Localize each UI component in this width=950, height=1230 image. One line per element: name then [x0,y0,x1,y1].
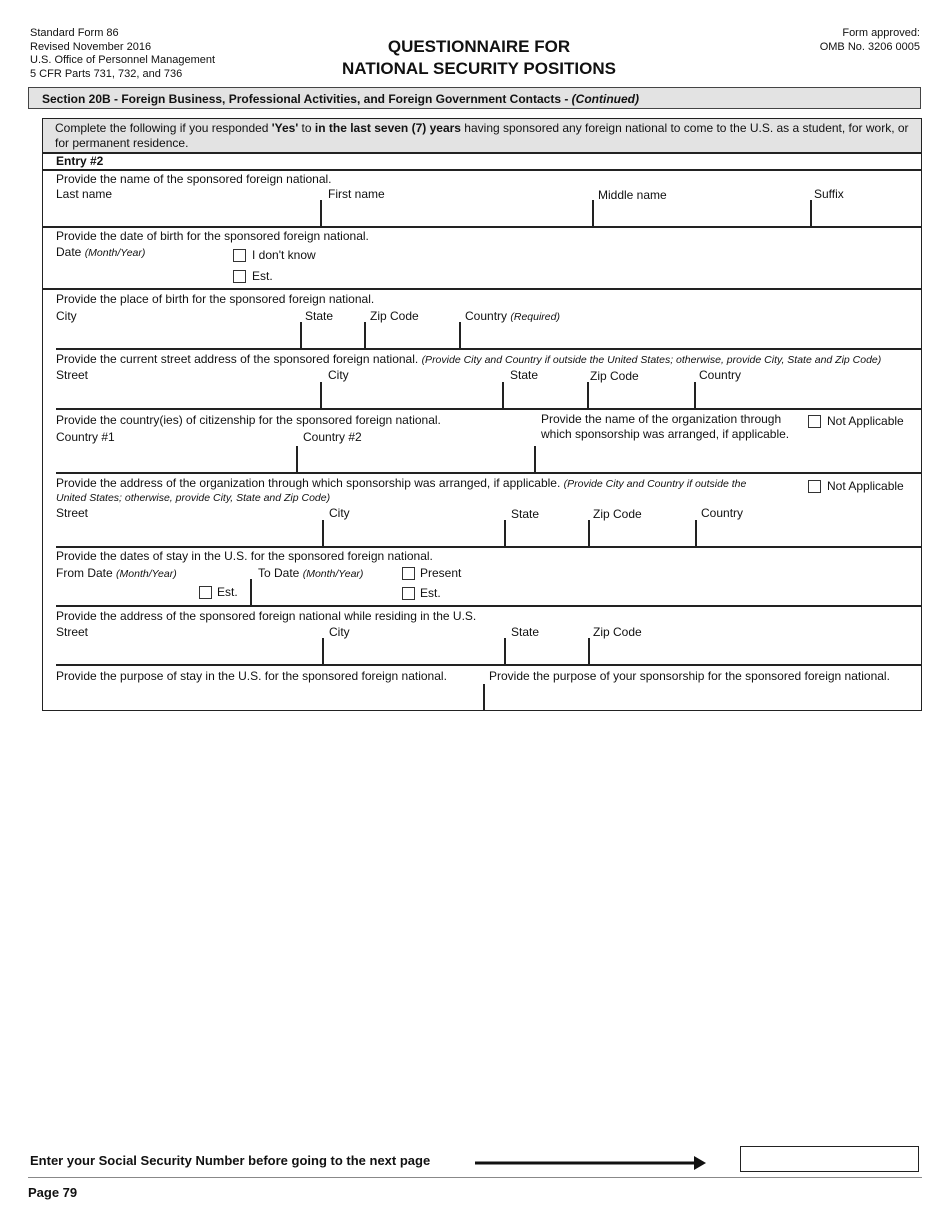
dob-dont-know-checkbox[interactable] [233,249,246,262]
pob-city-label: City [56,309,77,323]
field-separator [300,322,302,349]
pob-zip-input[interactable] [368,324,457,348]
country2-input[interactable] [300,448,532,472]
field-separator [504,638,506,665]
org-address-prompt-text: Provide the address of the organization through which sponsorship was arranged, if applicable. [56,476,564,490]
instructions-text-1: Complete the following if you responded [55,121,272,135]
dob-date-label [56,245,145,260]
org-name-prompt-1: Provide the name of the organization through [541,412,782,426]
field-separator [504,520,506,547]
purpose-stay-prompt: Provide the purpose of stay in the U.S. for the sponsored foreign national. [56,669,447,683]
from-date-format: (Month/Year) [116,568,177,580]
field-separator [810,200,812,227]
dob-est-label: Est. [252,269,273,283]
org-name-input[interactable] [538,448,918,472]
org-name-not-applicable-checkbox[interactable] [808,415,821,428]
country1-input[interactable] [56,448,294,472]
section-continued: (Continued) [571,92,639,106]
from-date-input[interactable] [56,582,196,604]
present-checkbox[interactable] [402,567,415,580]
to-date-text: To Date [258,566,303,580]
field-separator [322,638,324,665]
instructions-timeframe: in the last seven (7) years [314,121,461,135]
title-line-2: NATIONAL SECURITY POSITIONS [342,59,616,78]
middle-name-input[interactable] [596,202,808,226]
to-date-est-checkbox[interactable] [402,587,415,600]
org-address-not-applicable-label: Not Applicable [827,479,904,493]
present-label: Present [420,566,462,580]
field-separator [320,382,322,409]
instructions-text-3: having sponsored any foreign national to come to the U.S. as a student, for work, or for permanent residence. [55,121,909,150]
org-state-label: State [511,507,540,521]
form-approval [820,27,920,54]
field-separator [588,638,590,665]
field-separator [588,520,590,547]
field-separator [534,446,536,473]
address-prompt [56,352,881,367]
us-city-label: City [329,625,350,639]
address-city-label: City [328,368,349,382]
divider [43,169,921,171]
divider [56,348,921,350]
org-zip-label: Zip Code [593,507,642,521]
ssn-input[interactable] [740,1146,919,1172]
to-date-label [258,566,363,581]
us-state-label: State [511,625,540,639]
org-address-note-1: (Provide City and Country if outside the [563,478,747,490]
pob-state-input[interactable] [304,324,362,348]
country2-label: Country #2 [303,430,362,444]
section-header [28,87,921,109]
form-revision: Revised November 2016 [30,40,152,53]
org-zip-input[interactable] [592,522,693,546]
field-separator [695,520,697,547]
purpose-stay-input[interactable] [56,685,481,709]
pob-state-label: State [305,309,334,323]
divider [56,664,921,666]
form-number: Standard Form 86 [30,27,119,39]
from-date-est-checkbox[interactable] [199,586,212,599]
pob-required-note: (Required) [510,311,560,323]
field-separator [250,579,252,606]
country1-label: Country #1 [56,430,115,444]
us-zip-input[interactable] [592,640,918,664]
divider [56,605,921,607]
org-address-note-2: United States; otherwise, provide City, State and Zip Code) [56,492,331,504]
field-separator [483,684,485,710]
field-separator [364,322,366,349]
dob-input[interactable] [56,260,226,284]
to-date-format: (Month/Year) [302,568,364,580]
form-agency: U.S. Office of Personnel Management [30,54,216,66]
us-street-label: Street [56,625,89,639]
field-separator [320,200,322,227]
org-country-input[interactable] [699,522,918,546]
field-separator [459,322,461,349]
address-street-input[interactable] [56,384,318,408]
address-country-label: Country [699,368,742,382]
org-state-input[interactable] [508,522,586,546]
org-address-note-line2 [56,490,330,505]
pob-country-text: Country [465,309,511,323]
dob-dont-know-label: I don't know [252,248,316,262]
org-city-label: City [329,506,350,520]
org-city-input[interactable] [326,522,502,546]
address-zip-label: Zip Code [590,369,639,383]
name-prompt: Provide the name of the sponsored foreign national. [56,172,332,186]
purpose-sponsorship-input[interactable] [487,685,918,709]
divider [56,546,921,548]
suffix-input[interactable] [814,202,918,226]
org-street-input[interactable] [56,522,320,546]
pob-zip-label: Zip Code [370,309,419,323]
dob-date-text: Date [56,245,85,259]
to-date-input[interactable] [254,582,396,604]
address-street-label: Street [56,368,89,382]
dob-prompt: Provide the date of birth for the sponsored foreign national. [56,229,369,243]
pob-country-label [465,309,560,324]
suffix-label: Suffix [814,187,844,201]
divider [43,226,921,228]
address-state-input[interactable] [506,384,585,408]
org-address-prompt [56,476,746,491]
field-separator [592,200,594,227]
last-name-input[interactable] [56,202,318,226]
field-separator [322,520,324,547]
divider [43,152,921,154]
form-regulation: 5 CFR Parts 731, 732, and 736 [30,67,183,80]
us-city-input[interactable] [326,640,502,664]
to-date-est-label: Est. [420,586,441,600]
last-name-label: Last name [56,187,113,201]
first-name-label: First name [328,187,385,201]
from-date-text: From Date [56,566,117,580]
address-prompt-text: Provide the current street address of the sponsored foreign national. [56,352,422,366]
dob-est-checkbox[interactable] [233,270,246,283]
footer-divider [28,1177,922,1178]
field-separator [587,382,589,409]
from-date-label [56,566,177,581]
us-state-input[interactable] [508,640,586,664]
field-separator [296,446,298,473]
us-zip-label: Zip Code [593,625,642,639]
omb-number: OMB No. 3206 0005 [819,40,920,53]
entry-label: Entry #2 [56,154,104,168]
address-state-label: State [510,368,539,382]
stay-dates-prompt: Provide the dates of stay in the U.S. for the sponsored foreign national. [56,549,433,563]
title-line-1: QUESTIONNAIRE FOR [387,37,571,56]
from-date-est-label: Est. [217,585,238,599]
org-name-prompt-2: which sponsorship was arranged, if applicable. [541,427,790,441]
address-zip-input[interactable] [591,384,692,408]
address-country-input[interactable] [698,384,918,408]
pob-country-input[interactable] [463,324,918,348]
instructions [43,119,921,152]
pob-city-input[interactable] [56,324,298,348]
purpose-sponsorship-prompt: Provide the purpose of your sponsorship for the sponsored foreign national. [489,669,890,683]
section-title: Section 20B - Foreign Business, Professional Activities, and Foreign Government Contacts - [42,92,572,106]
pob-prompt: Provide the place of birth for the sponsored foreign national. [56,292,375,306]
instructions-text-2: to [298,121,315,135]
address-prompt-note: (Provide City and Country if outside the United States; otherwise, provide City, State and Zip Code) [421,354,882,366]
org-address-not-applicable-checkbox[interactable] [808,480,821,493]
middle-name-label: Middle name [598,188,667,202]
first-name-input[interactable] [324,202,590,226]
ssn-prompt: Enter your Social Security Number before going to the next page [30,1153,431,1168]
org-street-label: Street [56,506,89,520]
divider [56,472,921,474]
arrow-right-icon [474,1155,706,1171]
page-number: Page 79 [28,1185,78,1200]
address-city-input[interactable] [324,384,500,408]
us-address-prompt: Provide the address of the sponsored foreign national while residing in the U.S. [56,609,477,623]
citizenship-prompt: Provide the country(ies) of citizenship for the sponsored foreign national. [56,413,441,427]
instructions-yes: 'Yes' [271,121,299,135]
org-country-label: Country [701,506,744,520]
page-title [0,36,950,80]
us-street-input[interactable] [56,640,320,664]
field-separator [694,382,696,409]
dob-date-format: (Month/Year) [84,247,146,259]
field-separator [502,382,504,409]
approval-label: Form approved: [842,27,920,39]
divider [56,408,921,410]
org-name-not-applicable-label: Not Applicable [827,414,904,428]
divider [43,288,921,290]
